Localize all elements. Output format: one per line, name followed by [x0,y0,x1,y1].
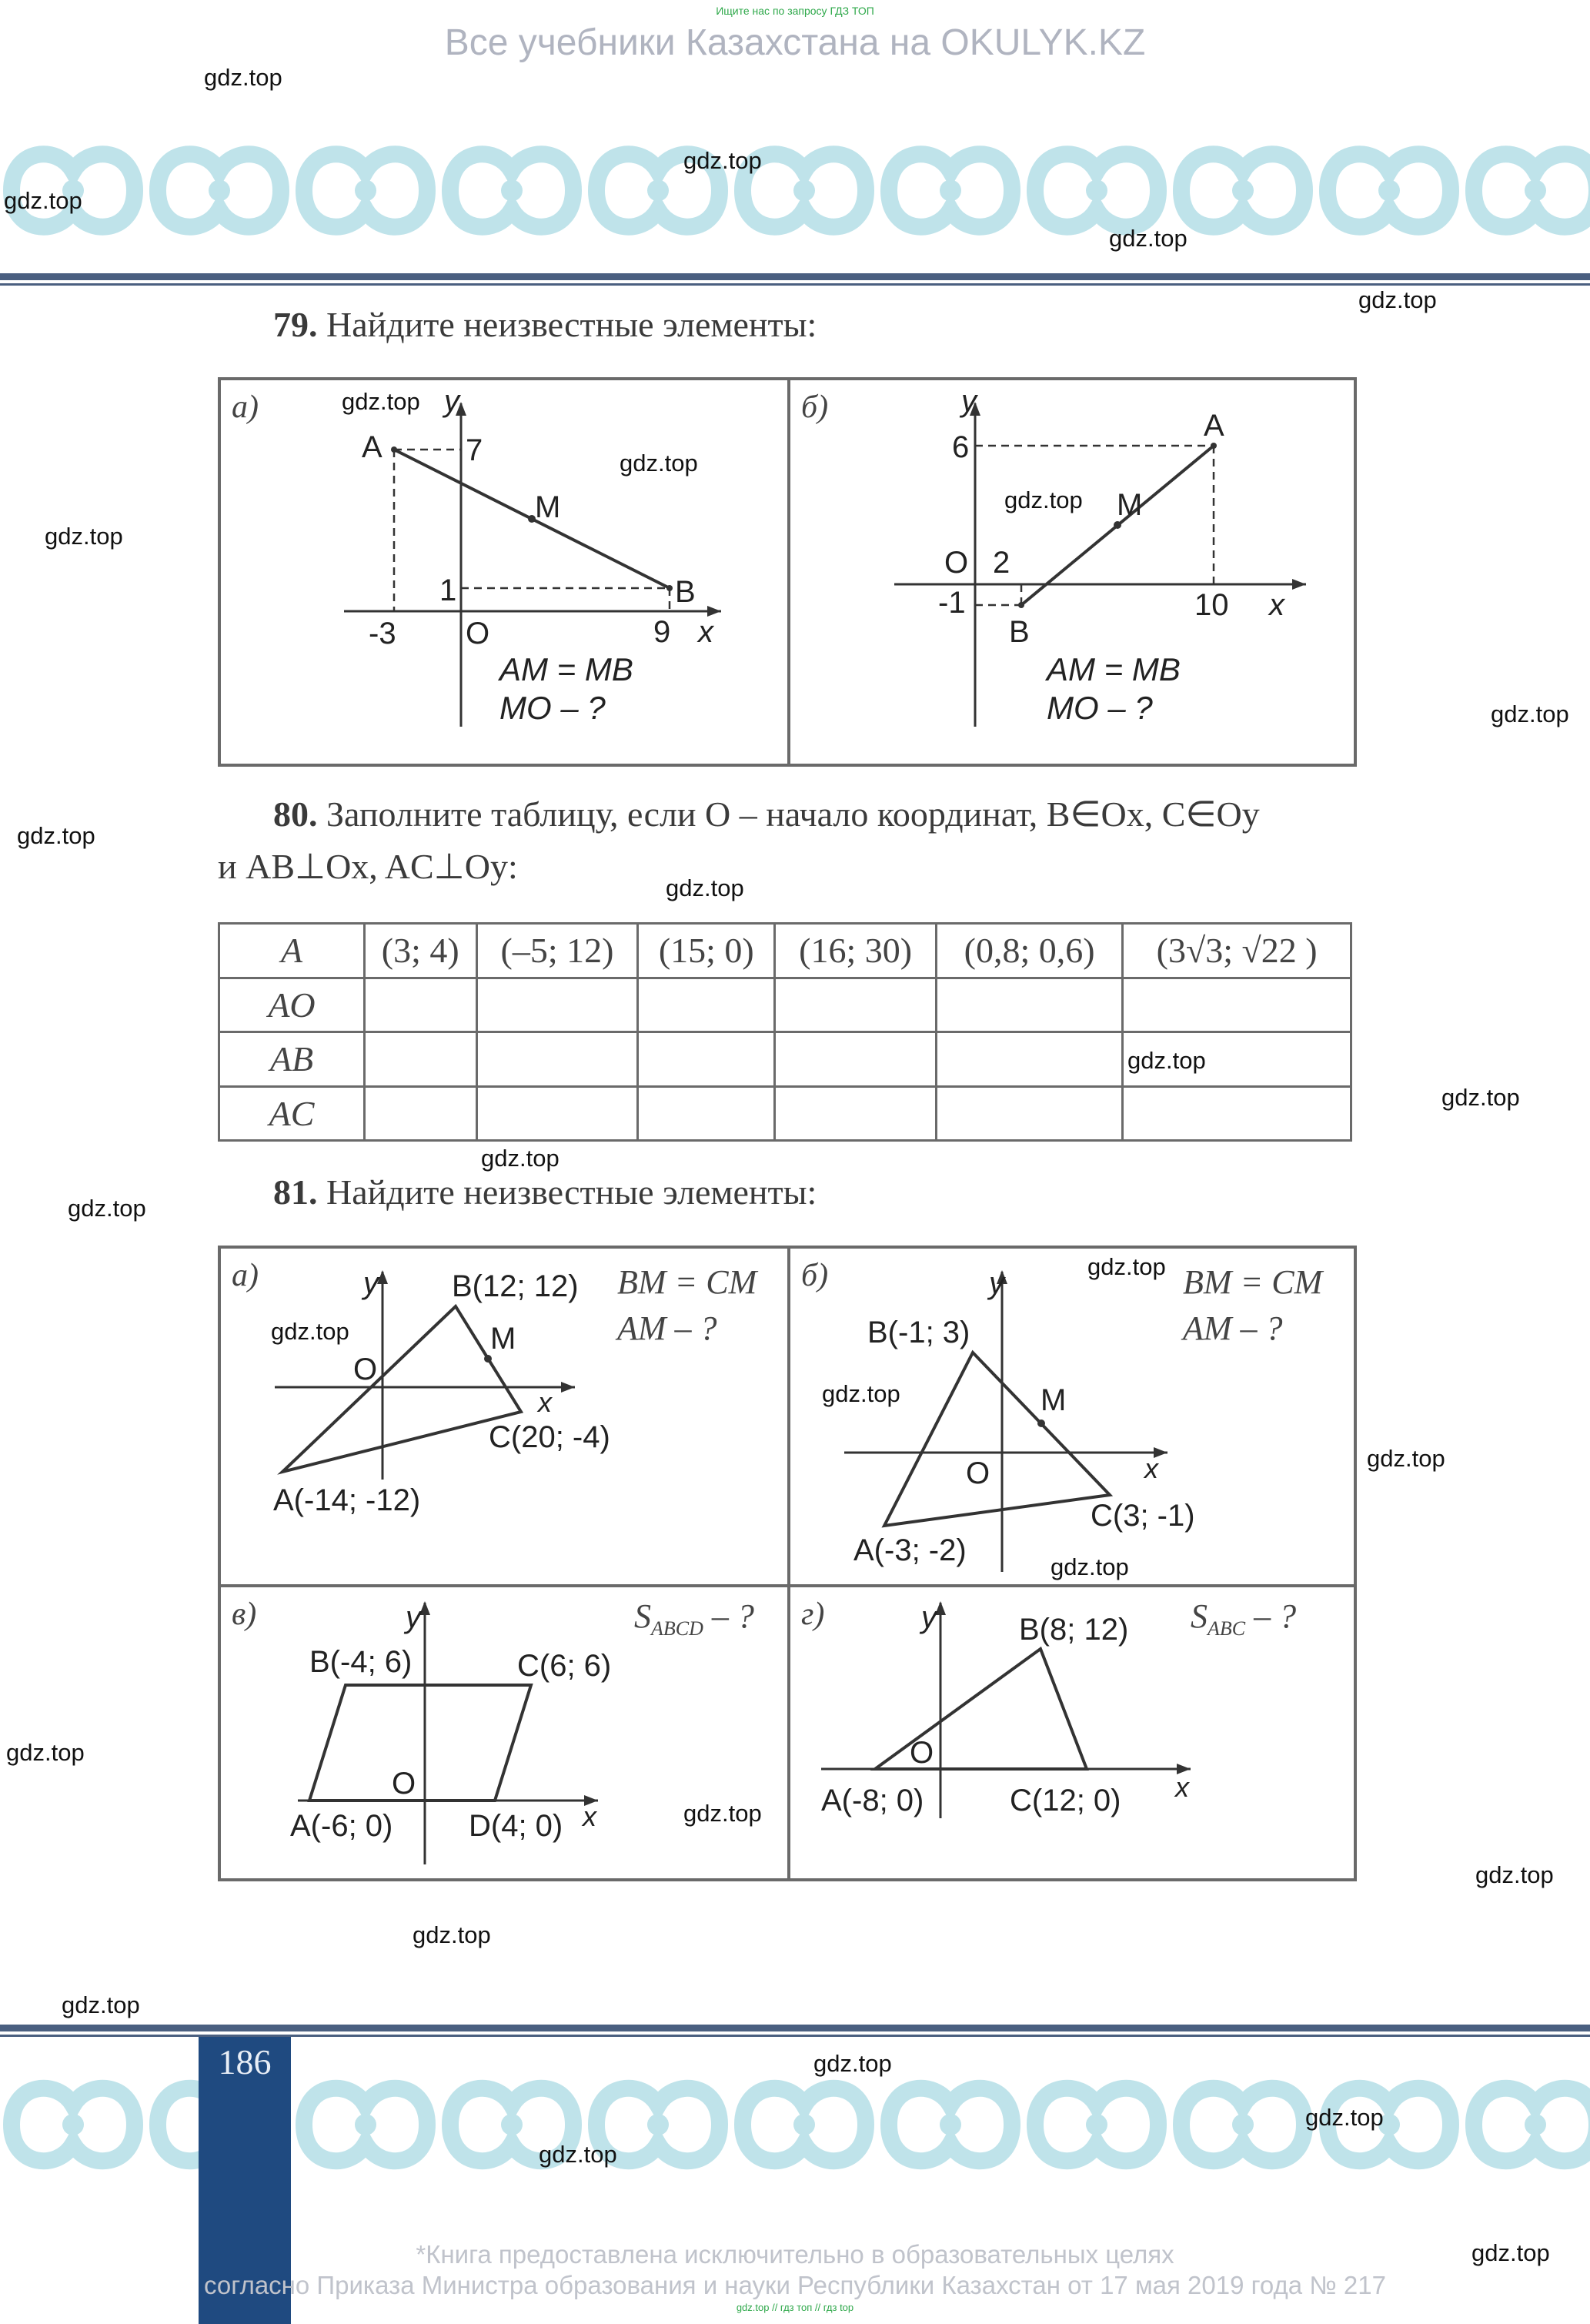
watermark: gdz.top [6,1739,85,1766]
x-label-81b: x [1144,1453,1158,1484]
parallelogram-81v [309,1685,531,1801]
header-rule-thin [0,283,1590,286]
pt-b-81g: B(8; 12) [1019,1613,1129,1647]
site-title[interactable]: Все учебники Казахстана на OKULYK.KZ [444,22,1146,63]
cond-tail-81g: – ? [1245,1597,1297,1635]
pt-a-81b: A(-3; -2) [853,1533,967,1567]
o-79a: O [466,617,490,650]
table-cell [1123,1086,1351,1141]
problem-80-line1: Заполните таблицу, если O – начало координат, B∈Ox, C∈Oy [326,794,1260,834]
watermark: gdz.top [683,1800,762,1827]
table-cell [638,1032,775,1087]
pt-b-79a: B [675,575,696,609]
ornament-dot [940,2114,961,2135]
footer-bottom-small[interactable]: gdz.top // гдз топ // гдз top [736,2302,854,2313]
page-number: 186 [218,2042,272,2082]
column-header: (3√3; √22 ) [1123,924,1351,978]
o-79b: O [944,546,969,580]
footer-line-2: согласно Приказа Министра образования и науки Республики Казахстан от 17 мая 2019 года № 217 [204,2271,1386,2299]
table-row [219,978,1351,1032]
table-cell [638,1086,775,1141]
watermark: gdz.top [17,822,95,849]
pt-m-79b: M [1117,488,1143,522]
ornament-dot [355,2114,376,2135]
table-cell [638,978,775,1032]
pt-c-81g: C(12; 0) [1010,1784,1121,1817]
triangle-81g [875,1649,1087,1769]
cond-sub-81v: ABCD [651,1617,703,1640]
problem-79-text: Найдите неизвестные элементы: [326,305,817,344]
watermark: gdz.top [342,388,420,415]
point-m-81a [484,1355,492,1363]
ornament-dot [1378,180,1400,202]
problem-81-text: Найдите неизвестные элементы: [326,1172,817,1212]
watermark: gdz.top [204,64,282,91]
x-label-79b: x [1269,588,1284,622]
cond1-81b: BM = CM [1183,1263,1323,1301]
top-ornament-band [0,139,1590,242]
table-row [219,1086,1351,1141]
table-cell [775,978,937,1032]
svg-text:SABCD – ? [634,1597,754,1640]
figure-81a [221,1249,787,1584]
watermark: gdz.top [4,187,82,214]
cond-81v: S [634,1597,651,1635]
problem-79-number: 79. [273,305,318,344]
t1-79a: 1 [439,573,457,607]
tm3-79a: -3 [369,617,396,650]
column-header: (–5; 12) [476,924,638,978]
o-81v: O [392,1767,416,1801]
x-label-79a: x [698,615,713,649]
table-cell [937,978,1123,1032]
table-cell [937,1086,1123,1141]
pt-a-79a: A [362,430,382,464]
label-81b: б) [801,1258,829,1293]
cond-tail-81v: – ? [703,1597,754,1635]
row-header-ao: AO [219,978,365,1032]
pt-a-81g: A(-8; 0) [821,1784,924,1817]
row-header-ac: AC [219,1086,365,1141]
problem-80-table [218,922,1352,1142]
t9-79a: 9 [653,615,671,649]
top-small-link[interactable]: Ищите нас по запросу ГДЗ ТОП [716,5,874,17]
ornament-dot [793,2114,815,2135]
ornament-pattern-top [0,139,1590,242]
label-81a: а) [232,1258,259,1293]
ornament-dot [62,2114,84,2135]
table-cell [937,1032,1123,1087]
watermark: gdz.top [413,1921,491,1948]
pt-m-81b: M [1041,1383,1067,1417]
figure-81v [221,1587,787,1878]
pt-d-81v: D(4; 0) [469,1809,563,1843]
pt-a-81a: A(-14; -12) [273,1483,421,1517]
ornament-dot [793,180,815,202]
problem-79-figures [218,377,1357,767]
watermark: gdz.top [666,874,744,901]
ornament-dot [501,2114,523,2135]
footer-line-1: *Книга предоставлена исключительно в образовательных целях [416,2240,1174,2269]
t2-79b: 2 [993,546,1010,580]
t7-79a: 7 [466,433,483,467]
table-row [219,924,1351,978]
watermark: gdz.top [1087,1253,1166,1280]
watermark: gdz.top [1441,1084,1520,1111]
ornament-dot [647,180,669,202]
table-cell [365,1032,477,1087]
cond2-81a: AM – ? [617,1309,717,1347]
pt-b-79b: B [1009,615,1030,649]
pt-c-81b: C(3; -1) [1091,1499,1195,1533]
table-cell [775,1032,937,1087]
pt-a-81v: A(-6; 0) [290,1809,393,1843]
t6-79b: 6 [952,430,970,464]
label-79a: а) [232,390,259,425]
triangle-81b [884,1353,1110,1526]
problem-80-number: 80. [273,794,318,834]
o-81b: O [966,1456,990,1490]
cond1-81a: BM = CM [617,1263,757,1301]
footer-rule [0,2025,1590,2031]
label-81v: в) [232,1597,257,1632]
figure-79b [790,380,1357,764]
pt-c-81v: C(6; 6) [517,1649,612,1683]
o-81a: O [353,1353,378,1386]
watermark: gdz.top [539,2141,617,2168]
figure-81g [790,1587,1357,1878]
point-m-79b [1114,521,1121,529]
y-label-81g: y [921,1600,937,1634]
cond1-79a: AM = MB [499,651,633,687]
x-label-81a: x [538,1386,552,1418]
watermark: gdz.top [1004,487,1083,513]
watermark: gdz.top [481,1145,560,1172]
watermark: gdz.top [1051,1553,1129,1580]
header-rule [0,273,1590,280]
watermark: gdz.top [1367,1445,1445,1472]
ornament-dot [1232,2114,1254,2135]
problem-79-heading [273,304,817,345]
figure-81b [790,1249,1357,1584]
table-cell [476,978,638,1032]
label-81g: г) [801,1597,825,1632]
watermark: gdz.top [271,1318,349,1345]
ornament-dot [647,2114,669,2135]
y-label-81b: y [989,1266,1004,1300]
watermark: gdz.top [45,523,123,550]
y-label-81v: y [406,1600,421,1634]
cond1-79b: AM = MB [1047,651,1181,687]
problem-80-heading [273,793,1260,834]
label-79b: б) [801,390,829,425]
pt-b-81a: B(12; 12) [452,1269,579,1303]
column-header: (0,8; 0,6) [937,924,1123,978]
table-cell [365,1086,477,1141]
watermark: gdz.top [683,147,762,174]
table-cell [1123,978,1351,1032]
watermark: gdz.top [62,1991,140,2018]
column-header: (3; 4) [365,924,477,978]
row-header-a: A [219,924,365,978]
ornament-dot [1086,180,1107,202]
pt-c-81a: C(20; -4) [489,1420,610,1454]
cond-81g: S [1191,1597,1208,1635]
x-arrow-79b [1292,579,1306,590]
table-cell [476,1086,638,1141]
x-label-81v: x [583,1801,596,1832]
cond2-79b: MO – ? [1047,690,1153,726]
point-m-81b [1037,1419,1045,1427]
table-cell [365,978,477,1032]
column-header: (16; 30) [775,924,937,978]
watermark: gdz.top [620,450,698,477]
table-cell [476,1032,638,1087]
pt-a-79b: A [1204,409,1224,443]
watermark: gdz.top [1491,701,1569,727]
column-header: (15; 0) [638,924,775,978]
ornament-dot [355,180,376,202]
watermark: gdz.top [68,1195,146,1222]
pt-m-81a: M [490,1322,516,1356]
cond-sub-81g: ABC [1208,1617,1246,1640]
problem-81-figures [218,1246,1357,1881]
y-label-79b: y [961,384,977,418]
cond2-81b: AM – ? [1183,1309,1283,1347]
ornament-dot [1232,180,1254,202]
watermark: gdz.top [1305,2104,1384,2131]
watermark: gdz.top [1475,1861,1554,1888]
o-81g: O [910,1736,934,1770]
problem-81-number: 81. [273,1172,318,1212]
row-header-ab: AB [219,1032,365,1087]
y-label-81a: y [363,1266,379,1300]
pt-m-79a: M [535,490,561,524]
ornament-dot [501,180,523,202]
ornament-dot [1525,2114,1546,2135]
problem-80-line2: и AB⊥Ox, AC⊥Oy: [218,847,518,886]
pt-b-81v: B(-4; 6) [309,1645,413,1679]
watermark: gdz.top [1127,1047,1206,1074]
tm1-79b: -1 [938,586,966,620]
watermark: gdz.top [1358,286,1437,313]
x-label-81g: x [1175,1771,1189,1803]
y-label-79a: y [444,384,459,418]
ornament-dot [1086,2114,1107,2135]
ornament-dot [1525,180,1546,202]
figure-79a [221,380,787,764]
table-cell [775,1086,937,1141]
watermark: gdz.top [813,2050,892,2077]
problem-81-heading [273,1172,817,1212]
cond2-79a: MO – ? [499,690,606,726]
ornament-dot [209,180,230,202]
watermark: gdz.top [822,1380,900,1407]
pt-b-81b: B(-1; 3) [867,1316,970,1349]
t10-79b: 10 [1194,588,1229,622]
watermark: gdz.top [1109,225,1187,252]
svg-text:SABC – ? [1191,1597,1296,1640]
ornament-dot [940,180,961,202]
watermark: gdz.top [1471,2239,1550,2266]
